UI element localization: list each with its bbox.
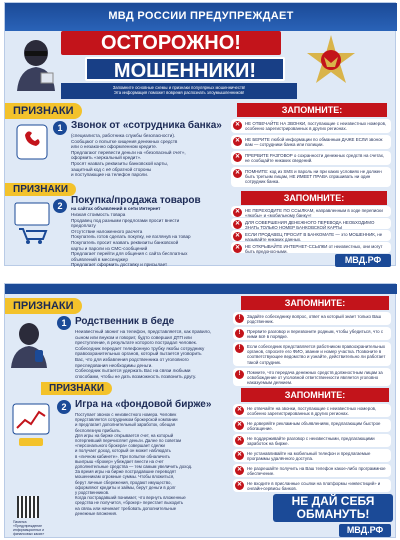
alert-icon: !	[235, 344, 244, 353]
note-text: Не доверяйте рекламным объявлениям, предлагающим быстрое обогащение.	[247, 421, 381, 432]
title-blue: МОШЕННИКИ!	[85, 57, 285, 81]
block-icon: ✕	[234, 138, 241, 144]
poster-top	[4, 2, 396, 266]
text-line: дополнительные средства — тем самым увеличить доход.	[75, 464, 193, 470]
note-text: ПРЕРВИТЕ РАЗГОВОР о сохранности денежных средств на счетах, не сообщайте никаких сведений.	[245, 153, 385, 164]
text-line: Отсутствие наложенного расчета	[71, 228, 143, 234]
poster-header-title: МВД РОССИИ ПРЕДУПРЕЖДАЕТ	[108, 10, 294, 22]
note-text: ЕСЛИ ПРОДАВЕЦ ПРОСИТ В БАНКОМАТЕ — это МОШЕННИК, не называйте никаких данных.	[245, 232, 383, 243]
text-line: предоплату	[71, 223, 96, 229]
text-line: Вас, что для избавления родственника от уголовного	[75, 356, 189, 362]
text-line: Покупатель просит назвать реквизиты банковской	[71, 239, 179, 245]
text-line: (специалиста, работника службы безопасности).	[71, 133, 176, 138]
text-line: у родственников.	[75, 490, 110, 496]
note	[233, 327, 391, 340]
note-text: НЕ ПЕРЕХОДИТЕ ПО ССЫЛКАМ, направленным в ходе переписки «якобы» и «мобильному банку»!	[245, 208, 383, 219]
text-line: сыном или внуком и говорит, будто совершил ДТП или	[75, 334, 192, 340]
text-line: преследования необходимы деньги.	[75, 362, 153, 368]
text-line: правоохранительных органов, который пытается уговорить	[75, 351, 202, 357]
block-icon: ✕	[234, 245, 241, 251]
text-line: бесполезную прибыль.	[75, 427, 121, 433]
text-line: объявлений в мессенджер	[71, 256, 128, 262]
block-icon: ✕	[234, 122, 241, 128]
block-icon: ✕	[236, 482, 243, 488]
remember-bar-1: ЗАПОМНИТЕ:	[237, 103, 387, 117]
text-line: Предлагает оформить доставку и присылает	[71, 262, 168, 268]
qr-code	[17, 496, 39, 518]
note	[231, 119, 391, 133]
step-number-2: 2	[57, 400, 71, 414]
block-icon: ✕	[234, 209, 241, 215]
title-red: ОСТОРОЖНО!	[61, 31, 281, 55]
block-icon: ✕	[236, 422, 243, 428]
alert-icon: !	[235, 314, 244, 323]
purchase-subtitle: на сайтах объявлений в сети Интернет	[71, 206, 161, 211]
note	[233, 449, 391, 462]
alert-icon: !	[235, 370, 244, 379]
bank-call-text	[71, 133, 221, 178]
note	[231, 230, 391, 241]
thief-icon	[11, 33, 61, 91]
note	[233, 312, 391, 325]
block-icon: ✕	[236, 407, 243, 413]
banner-line-1: НЕ ДАЙ СЕБЯ	[291, 494, 375, 508]
note-text: Задайте собеседнику вопрос, ответ на который знает только Ваш родственник.	[247, 314, 382, 325]
text-line: карты и пароли из СМС-сообщений	[71, 245, 148, 251]
text-line: денежные вложения.	[75, 510, 118, 516]
text-line: Низкая стоимость товара	[71, 212, 126, 217]
block-icon: ✕	[236, 437, 243, 443]
note-text: Не отвечайте на звонки, поступающие с неизвестных номеров, особенно зарегистрированных в других регионах.	[247, 406, 377, 417]
text-line: За время игры на бирже пострадавшие переводят	[75, 469, 177, 475]
separator	[0, 268, 400, 282]
text-line: в «личном кабинете». При попытке обналичить	[75, 453, 170, 459]
signs-tag-2: ПРИЗНАКИ	[5, 183, 76, 196]
remember-bar-1: ЗАПОМНИТЕ:	[241, 296, 389, 310]
text-line: Собеседник передает телефонную трубку якобы сотруднику	[75, 345, 205, 351]
signs-tag: ПРИЗНАКИ	[5, 298, 82, 314]
note	[231, 151, 391, 165]
note	[231, 206, 391, 217]
note-text: НЕ ОТВЕЧАЙТЕ НА ЗВОНКИ, поступающие с неизвестных номеров, особенно зарегистрированных в других регионах.	[245, 121, 387, 132]
intro-text	[61, 83, 297, 99]
poster-header	[5, 3, 397, 31]
note-text: ДЛЯ СОВЕРШЕНИЯ ДЕНЕЖНОГО ПЕРЕВОДА НЕОБХОДИМО ЗНАТЬ ТОЛЬКО НОМЕР БАНКОВСКОЙ КАРТЫ	[245, 220, 375, 231]
block-icon: ✕	[236, 467, 243, 473]
note-text: Если собеседник представляется работником правоохранительных органов, спросите его ФИО, звание и номер участка. Позвоните в соответствующее ведомство и узнайте, действительно ли работает такой сотрудник.	[247, 344, 386, 365]
text-line: оформить «зеркальный кредит».	[71, 155, 142, 161]
text-line: Поступает звонок с неизвестного номера. Человек	[75, 412, 177, 417]
text-line: представляется сотрудником брокерской компании	[75, 417, 178, 423]
text-line: Когда пострадавший понимает, что вернуть вложенные	[75, 495, 186, 501]
text-line: выигрыш «брокер» убеждает внести на счет	[75, 458, 164, 464]
relative-thief-icon	[9, 320, 49, 368]
signs-tag: ПРИЗНАКИ	[5, 103, 82, 119]
block-icon: ✕	[234, 154, 241, 160]
block-icon: ✕	[234, 221, 241, 227]
text-line: потерпевший перечисляет деньги. Далее по советам	[75, 438, 182, 444]
note	[231, 218, 391, 229]
stock-game-text	[75, 412, 231, 516]
note-text: Не устанавливайте на мобильный телефон и предлагаемые программы удалённого доступа.	[247, 451, 371, 462]
text-line: Собеседник пытается удержать Вас на связи любыми	[75, 368, 191, 374]
note-text: Не разрешайте получить на Ваш телефон какое-либо программное обеспечение.	[247, 466, 386, 477]
alert-icon: !	[235, 329, 244, 338]
note-text: ПОМНИТЕ: код из SMS и пароль ни при каких условиях не должен быть третьим лицам, НЕ ИМЕЕТ ПРАВА спрашивать ни один сотрудник банка.	[245, 169, 382, 185]
text-line: «персонального брокера» совершает сделки	[75, 443, 165, 449]
stock-chart-icon	[11, 402, 51, 450]
step-number-2: 2	[53, 199, 67, 213]
phone-call-icon	[13, 121, 51, 161]
poster-bottom	[4, 283, 396, 538]
text-line: и получает доход, который он может наблюдать	[75, 448, 171, 454]
note	[231, 167, 391, 187]
text-line: Продавец под разными предлогами просит внести	[71, 217, 180, 223]
intro-line-1: Запомните основные схемы и признаки популярных мошенничеств!	[112, 85, 246, 90]
note	[233, 404, 391, 417]
section-title-purchase: Покупка/продажа товаров	[71, 195, 201, 206]
note	[231, 135, 391, 149]
text-line: Просят назвать реквизиты банковской карты,	[71, 160, 168, 166]
note	[233, 342, 391, 366]
text-line: берут личные сбережения, продают имущество,	[75, 479, 172, 485]
text-line: Неизвестный звонит на телефон, представляется, как правило,	[75, 329, 212, 334]
block-icon: ✕	[236, 452, 243, 458]
section-title-relative: Родственник в беде	[75, 316, 175, 327]
remember-bar-2: ЗАПОМНИТЕ:	[241, 191, 387, 205]
note	[233, 419, 391, 432]
qr-caption: Памятка «Предупреждение информационных и финансовых каких»	[13, 520, 45, 536]
poster-bottom-header	[5, 284, 397, 294]
section-title-stock-game: Игра на «фондовой бирже»	[75, 399, 212, 410]
note	[233, 479, 391, 492]
text-line: оформляют кредиты и займы, берут деньги в долг	[75, 484, 176, 490]
mvd-site-badge: МВД.РФ	[335, 254, 391, 267]
mvd-emblem-icon	[305, 33, 357, 89]
note	[233, 464, 391, 477]
text-line: способами, чтобы не дать возможность позвонить другу.	[75, 373, 197, 379]
text-line: мошенникам огромные суммы. Чтобы вложиться,	[75, 474, 175, 480]
text-line: и поступающие на телефон пароли.	[71, 172, 149, 178]
section-title-bank-call: Звонок от «сотрудника банка»	[71, 120, 222, 131]
remember-bar-2: ЗАПОМНИТЕ:	[241, 388, 389, 402]
text-line: Для игры на бирже открывается счет, на который	[75, 432, 174, 438]
note-text: Прервите разговор и перезвоните родным, чтобы убедиться, что с ними всё в порядке.	[247, 329, 384, 340]
text-line: и предлагает дополнительный заработок, обещая	[75, 422, 175, 428]
note	[233, 368, 391, 386]
text-line: или о незаконно оформленном кредите.	[71, 144, 158, 150]
banner-line-2: ОБМАНУТЬ!	[296, 507, 370, 521]
note	[233, 434, 391, 447]
note-text: НЕ БЕРИТЕ любой информации по обманным ДАЖЕ ЕСЛИ звонок вам — сотрудники банка или полиции.	[245, 137, 383, 148]
text-line: Предлагают перевести деньги на «безопасный счет»,	[71, 149, 186, 155]
text-line: Покупатель готов сделать покупку, не взглянув на товар	[71, 234, 191, 240]
relative-text	[75, 329, 225, 379]
note-text: Не входите в присланные ссылки на платформы «инвестиций» и онлайн-сервисы банков.	[247, 481, 381, 492]
dont-be-fooled-banner	[273, 494, 393, 522]
shopping-cart-icon	[13, 199, 51, 245]
step-number-1: 1	[53, 121, 67, 135]
mvd-site-badge: МВД.РФ	[339, 524, 391, 537]
note	[231, 242, 391, 253]
note-text: Не поддерживайте разговор с неизвестными, предлагающими заработок на бирже.	[247, 436, 375, 447]
purchase-text	[71, 212, 227, 274]
signs-tag-2: ПРИЗНАКИ	[41, 382, 112, 395]
block-icon: ✕	[234, 170, 241, 176]
step-number-1: 1	[57, 316, 71, 330]
text-line: защитный код с её обратной стороны	[71, 166, 152, 172]
note-text: Помните, что передача денежных средств должностным лицам за освобождение от уголовной ответственности является уголовно наказуемым деянием.	[247, 370, 383, 386]
text-line: на связь или начинает требовать дополнительные	[75, 505, 177, 511]
text-line: Сообщают о попытке хищения денежных средств	[71, 138, 178, 144]
text-line: Предлагает перейти для общения с сайта бесплатных	[71, 251, 188, 257]
text-line: средства не получится, «брокер» перестает выходить	[75, 500, 184, 506]
block-icon: ✕	[234, 233, 241, 239]
note-text: НЕ ОТКРЫВАЙТЕ ИНТЕРНЕТ-ССЫЛКИ от неизвестных, они могут быть вредоносными.	[245, 244, 383, 255]
intro-line-2: Эта информация поможет вовремя распознать злоумышленников!	[113, 90, 245, 95]
text-line: преступление, в результате которого пострадал человек.	[75, 340, 198, 346]
